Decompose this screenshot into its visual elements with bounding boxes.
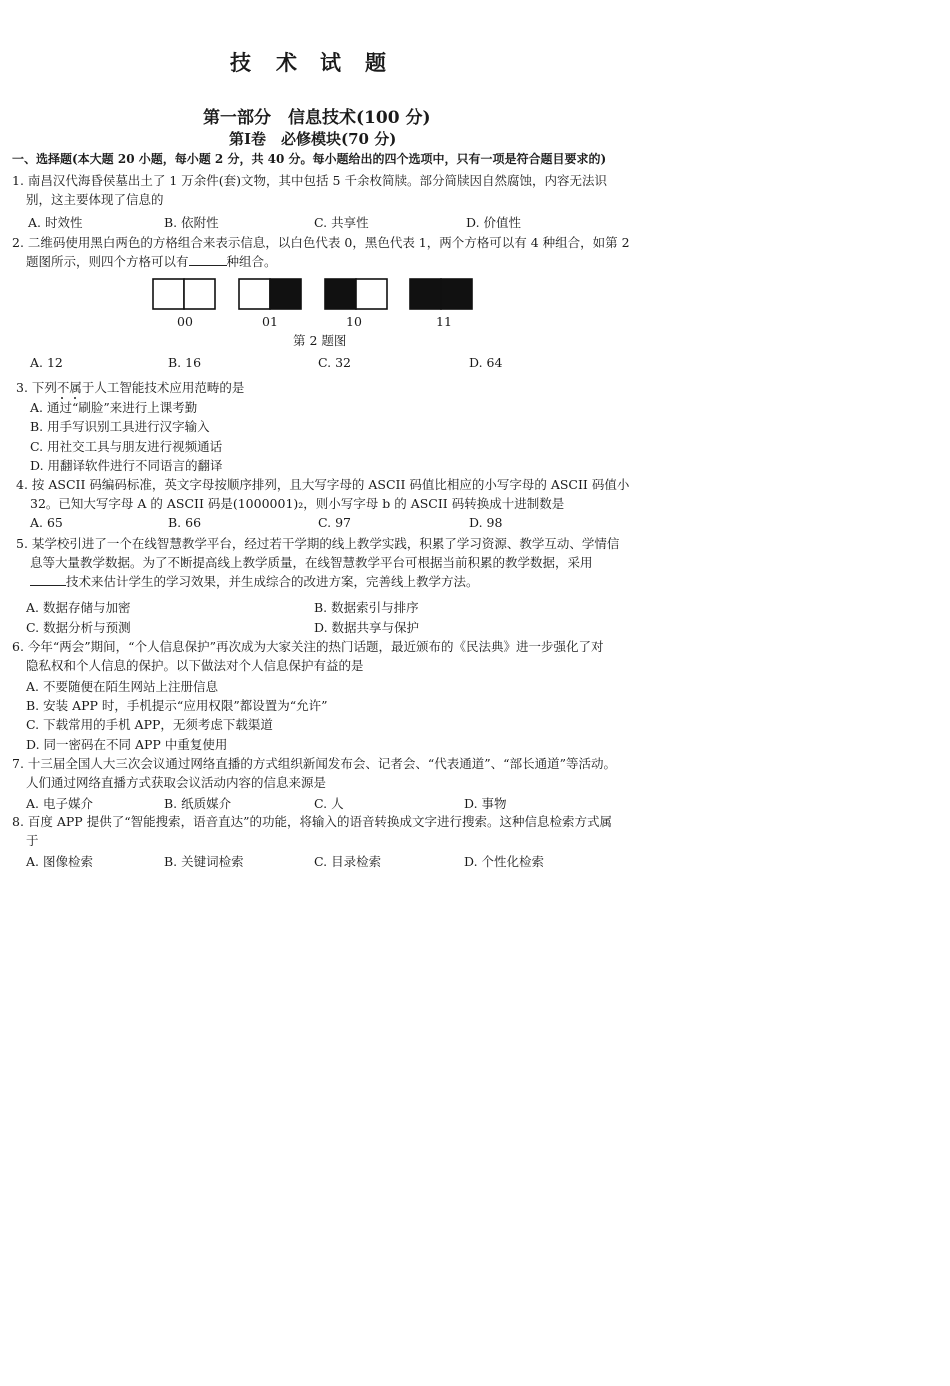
exam-title-char-1: 技 [230, 50, 251, 75]
section-heading: 一、选择题(本大题 20 小题，每小题 2 分，共 40 分。每小题给出的四个选项中，只有一项是符合题目要求的) [12, 152, 607, 166]
q7-stem-line2: 人们通过网络直播方式获取会议活动内容的信息来源是 [26, 775, 327, 790]
exam-title-char-4: 题 [365, 50, 386, 75]
q2-option-d: D. 64 [469, 355, 503, 370]
q6-option-b: B. 安装 APP 时，手机提示“应用权限”都设置为“允许” [26, 698, 328, 713]
q5-stem-line2: 息等大量教学数据。为了不断提高线上教学质量，在线智慧教学平台可根据当前积累的教学数据，采用 [30, 555, 593, 570]
pattern-11 [410, 279, 472, 309]
q3-option-c: C. 用社交工具与朋友进行视频通话 [30, 439, 223, 454]
q4-option-d: D. 98 [469, 515, 503, 530]
part-heading: 第一部分 信息技术(100 分) [203, 108, 431, 128]
q3-stem: 3. 下列不属于人工智能技术应用范畴的是 [16, 380, 245, 395]
q8-option-c: C. 目录检索 [314, 854, 382, 869]
exam-title-char-3: 试 [320, 50, 341, 75]
pattern-10 [325, 279, 387, 309]
q5-stem-line3 [30, 572, 479, 591]
q7-stem-line1: 7. 十三届全国人大三次会议通过网络直播的方式组织新闻发布会、记者会、“代表通道”、“部长通道”等活动。 [12, 756, 616, 771]
q3-option-b: B. 用手写识别工具进行汉字输入 [30, 419, 210, 434]
q4-stem-line1: 4. 按 ASCII 码编码标准，英文字母按顺序排列，且大写字母的 ASCII 码值比相应的小写字母的 ASCII 码值小 [16, 477, 630, 492]
q5-option-a: A. 数据存储与加密 [26, 600, 131, 615]
q5-option-d: D. 数据共享与保护 [314, 620, 420, 635]
pattern-label-10: 10 [346, 314, 362, 329]
q6-option-d: D. 同一密码在不同 APP 中重复使用 [26, 737, 228, 752]
q2-option-a: A. 12 [30, 355, 63, 370]
q1-stem-line2: 别，这主要体现了信息的 [26, 192, 164, 207]
q4-stem-line2: 32。已知大写字母 A 的 ASCII 码是(1000001)₂，则小写字母 b 的 ASCII 码转换成十进制数是 [30, 496, 565, 511]
q6-option-c: C. 下载常用的手机 APP，无须考虑下载渠道 [26, 717, 273, 732]
pattern-label-11: 11 [436, 314, 452, 329]
q2-stem-line2 [26, 252, 277, 271]
q2-figure-caption: 第 2 题图 [293, 333, 347, 348]
q7-option-a: A. 电子媒介 [26, 796, 93, 811]
q1-option-a: A. 时效性 [28, 215, 83, 230]
q1-stem-line1: 1. 南昌汉代海昏侯墓出土了 1 万余件(套)文物，其中包括 5 千余枚简牍。部分简牍因自然腐蚀，内容无法识 [12, 173, 607, 188]
q5-stem-line3-text: 技术来估计学生的学习效果，并生成综合的改进方案，完善线上教学方法。 [66, 574, 479, 589]
pattern-00 [153, 279, 215, 309]
q2-stem-line2-part2: 种组合。 [226, 254, 277, 269]
q8-stem-line1: 8. 百度 APP 提供了“智能搜索，语音直达”的功能，将输入的语音转换成文字进行搜索。这种信息检索方式属 [12, 814, 612, 829]
q8-stem-line2: 于 [26, 833, 39, 848]
q1-option-c: C. 共享性 [314, 215, 369, 230]
q8-option-b: B. 关键词检索 [164, 854, 244, 869]
pattern-label-00: 00 [177, 314, 193, 329]
q7-option-d: D. 事物 [464, 796, 507, 811]
q8-option-a: A. 图像检索 [26, 854, 93, 869]
pattern-label-01: 01 [262, 314, 278, 329]
q7-option-c: C. 人 [314, 796, 344, 811]
q2-figure [150, 276, 480, 332]
q3-option-d: D. 用翻译软件进行不同语言的翻译 [30, 458, 223, 473]
q5-stem-line1: 5. 某学校引进了一个在线智慧教学平台，经过若干学期的线上教学实践，积累了学习资源、教学互动、学情信 [16, 536, 620, 551]
volume-heading: 第Ⅰ卷 必修模块(70 分) [229, 130, 397, 148]
q2-option-b: B. 16 [168, 355, 202, 370]
q5-answer-blank [30, 573, 66, 586]
exam-title-char-2: 术 [276, 50, 297, 75]
q2-stem-line2-part1: 题图所示，则四个方格可以有 [26, 254, 189, 269]
q6-option-a: A. 不要随便在陌生网站上注册信息 [26, 679, 218, 694]
q4-option-c: C. 97 [318, 515, 351, 530]
q1-option-b: B. 依附性 [164, 215, 219, 230]
q4-option-a: A. 65 [30, 515, 63, 530]
q8-option-d: D. 个性化检索 [464, 854, 545, 869]
q2-answer-blank [189, 253, 227, 266]
q2-option-c: C. 32 [318, 355, 351, 370]
q3-option-a: A. 通过“刷脸”来进行上课考勤 [30, 400, 198, 415]
q6-stem-line2: 隐私权和个人信息的保护。以下做法对个人信息保护有益的是 [26, 658, 364, 673]
q5-option-c: C. 数据分析与预测 [26, 620, 131, 635]
q2-stem-line1: 2. 二维码使用黑白两色的方格组合来表示信息，以白色代表 0，黑色代表 1，两个方格可以有 4 种组合，如第 2 [12, 235, 630, 250]
q4-option-b: B. 66 [168, 515, 202, 530]
q5-option-b: B. 数据索引与排序 [314, 600, 419, 615]
q6-stem-line1: 6. 今年“两会”期间，“个人信息保护”再次成为大家关注的热门话题，最近颁布的《民法典》进一步强化了对 [12, 639, 604, 654]
q7-option-b: B. 纸质媒介 [164, 796, 232, 811]
q1-option-d: D. 价值性 [466, 215, 522, 230]
pattern-01 [239, 279, 301, 309]
